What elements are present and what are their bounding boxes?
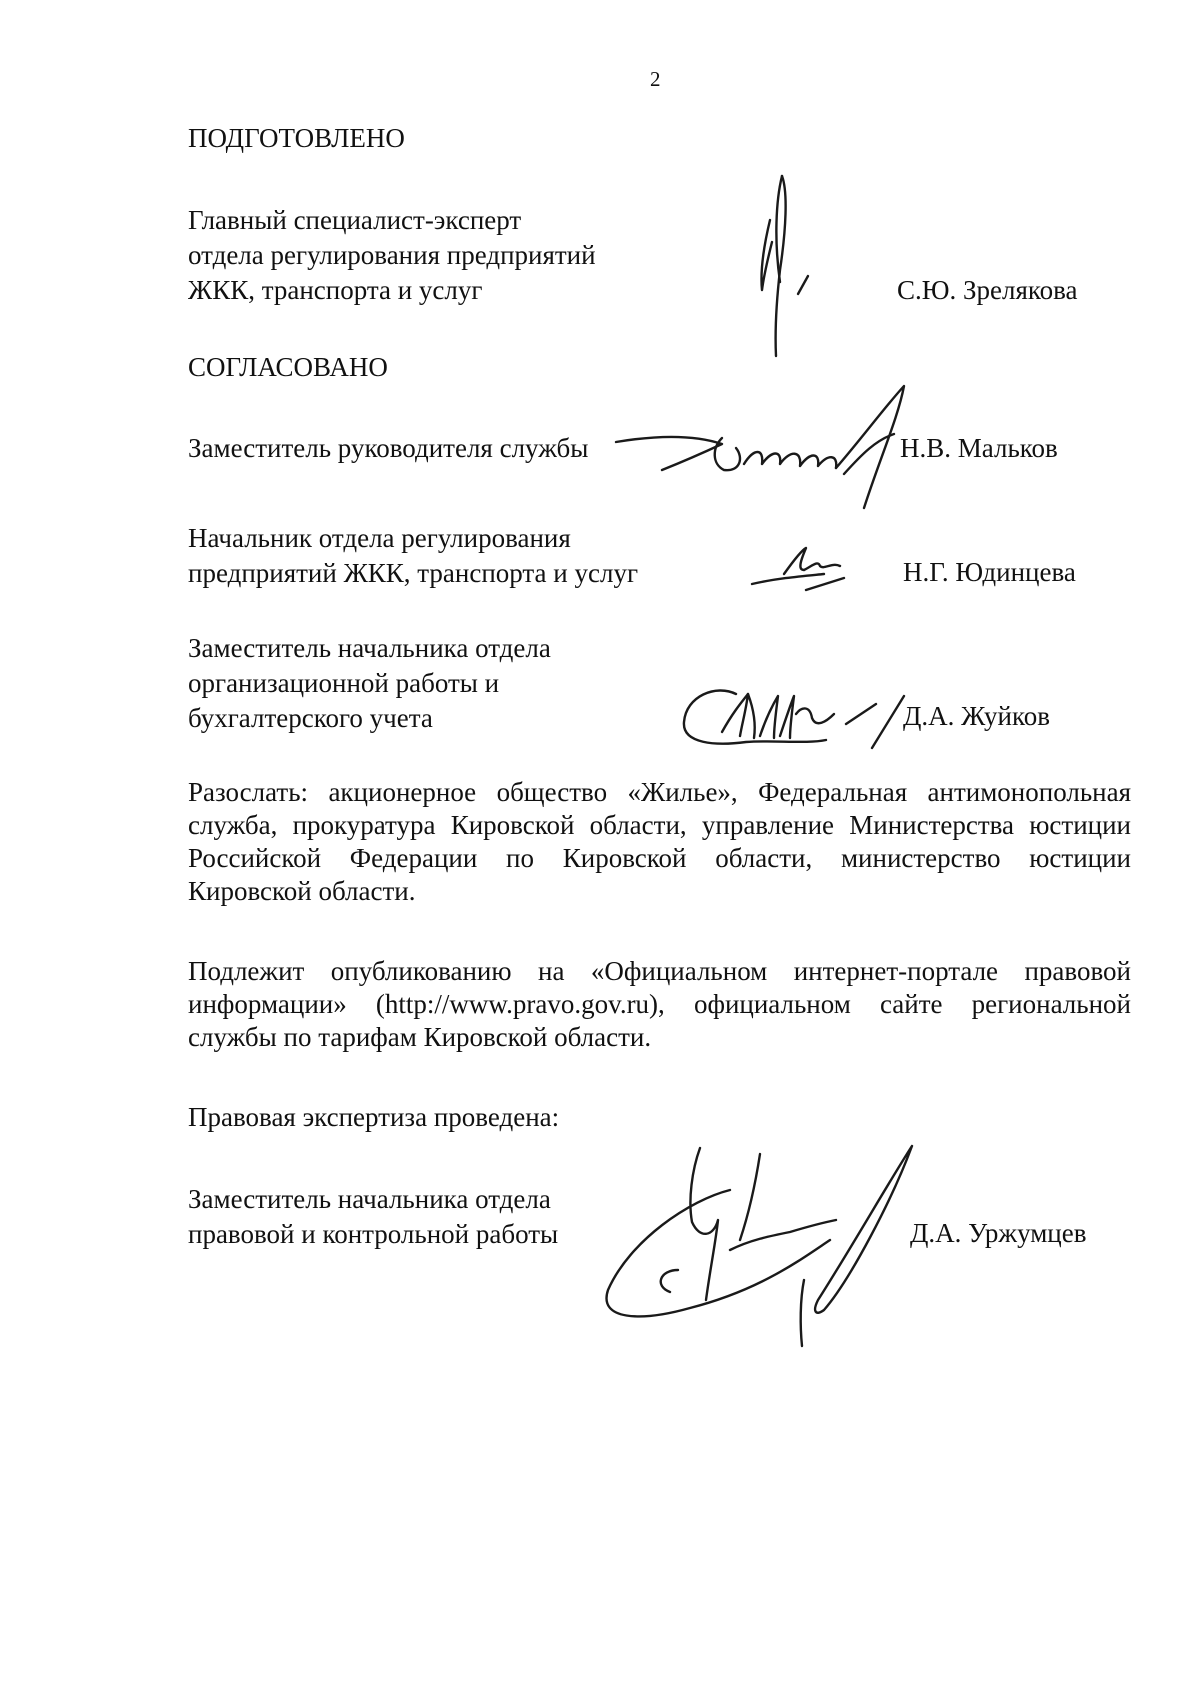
position-line: Заместитель начальника отдела <box>188 633 551 663</box>
prepared-signatory-name: С.Ю. Зрелякова <box>897 275 1078 305</box>
legal-review-statement: Правовая экспертиза проведена: <box>188 1102 560 1132</box>
paragraph-line: Кировской области. <box>188 876 416 906</box>
publication-paragraph <box>188 955 1131 1054</box>
signatory-name: Н.Г. Юдинцева <box>903 557 1076 587</box>
legal-review-signatory-name: Д.А. Уржумцев <box>910 1218 1087 1248</box>
signatory-name: Н.В. Мальков <box>900 433 1058 463</box>
position-line: ЖКК, транспорта и услуг <box>188 275 483 305</box>
signature-yudintseva <box>748 540 868 600</box>
position-line: организационной работы и <box>188 668 500 698</box>
prepared-position <box>188 203 596 308</box>
signatory-position <box>188 521 638 591</box>
position-line: Начальник отдела регулирования <box>188 523 571 553</box>
paragraph-line: информации» (http://www.pravo.gov.ru), официальном сайте региональной <box>188 989 1131 1019</box>
agreed-heading: СОГЛАСОВАНО <box>188 352 388 382</box>
paragraph-line: Разослать: акционерное общество «Жилье», Федеральная антимонопольная <box>188 777 1131 807</box>
position-line: правовой и контрольной работы <box>188 1219 559 1249</box>
signature-zrelyakova <box>740 170 830 360</box>
paragraph-line: Российской Федерации по Кировской области, министерство юстиции <box>188 843 1131 873</box>
paragraph-line: службы по тарифам Кировской области. <box>188 1022 652 1052</box>
position-line: Заместитель начальника отдела <box>188 1184 551 1214</box>
signatory-position <box>188 431 588 466</box>
position-line: отдела регулирования предприятий <box>188 240 596 270</box>
signature-urzhumtsev <box>600 1140 930 1360</box>
paragraph-line: Подлежит опубликованию на «Официальном интернет-портале правовой <box>188 956 1131 986</box>
distribution-paragraph <box>188 776 1131 908</box>
position-line: предприятий ЖКК, транспорта и услуг <box>188 558 639 588</box>
signatory-position <box>188 631 551 736</box>
position-line: Главный специалист-эксперт <box>188 205 522 235</box>
signature-malkov <box>612 378 952 518</box>
page-number: 2 <box>650 67 661 91</box>
paragraph-line: служба, прокуратура Кировской области, управление Министерства юстиции <box>188 810 1131 840</box>
prepared-heading: ПОДГОТОВЛЕНО <box>188 123 405 153</box>
signatory-name: Д.А. Жуйков <box>903 701 1050 731</box>
signature-zhuykov <box>676 674 906 754</box>
legal-review-position <box>188 1182 558 1252</box>
position-line: бухгалтерского учета <box>188 703 433 733</box>
position-line: Заместитель руководителя службы <box>188 433 589 463</box>
